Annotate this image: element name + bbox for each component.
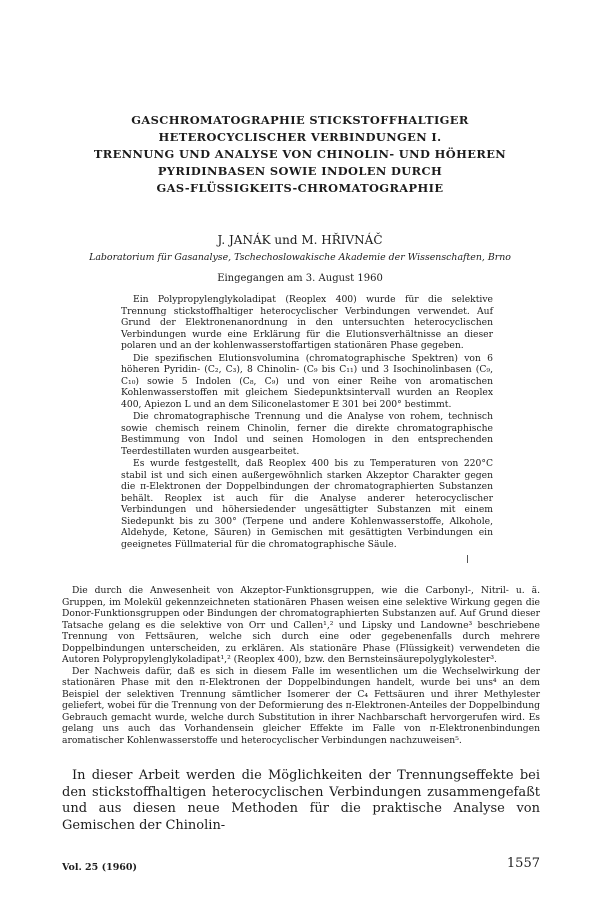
received-date: Eingegangen am 3. August 1960: [217, 273, 383, 284]
affiliation: Laboratorium für Gasanalyse, Tschechoslowakische Akademie der Wissenschaften, Brno: [89, 252, 511, 263]
abstract-paragraph: Ein Polypropylenglykoladipat (Reoplex 400) wurde für die selektive Trennung stickstoffhaltiger heterocyclischer Verbindungen verwendet. Auf Grund der Elektronenanordnung in den untersuchten heterocyclischen Verbindungen wurde eine Erklärung für die Elutionsverhältnisse an dieser polaren und an der kohlenwasserstoffartigen stationären Phase gegeben.: [121, 294, 493, 351]
body-paragraph: Der Nachweis dafür, daß es sich in diesem Falle im wesentlichen um die Wechselwirkung der stationären Phase mit den π-Elektronen der Doppelbindungen handelt, wurde bei uns⁴ an dem Beispiel der selektiven Trennung sämtlicher Isomerer der C₄ Fettsäuren und ihrer Methylester geliefert, wobei für die Trennung von der Deformierung des π-Elektronen-Anteiles der Doppelbindung Gebrauch gemacht wurde, welche durch Substitution in ihrer Nachbarschaft hervorgerufen wird. Es gelang uns auch das Vorhandensein gleicher Effekte im Falle von π-Elektronenbindungen aromatischer Kohlenwasserstoffe und heterocyclischer Verbindungen nachzuweisen⁵.: [62, 665, 541, 746]
title-line: GASCHROMATOGRAPHIE STICKSTOFFHALTIGER: [131, 113, 469, 127]
volume-info: Vol. 25 (1960): [62, 862, 138, 873]
title-line: TRENNUNG UND ANALYSE VON CHINOLIN- UND HÖHEREN: [93, 147, 507, 161]
title-line: PYRIDINBASEN SOWIE INDOLEN DURCH: [157, 164, 443, 178]
page-number: 1557: [506, 856, 540, 871]
title-line: HETEROCYCLISCHER VERBINDUNGEN I.: [158, 130, 442, 144]
body-paragraph-large: In dieser Arbeit werden die Möglichkeiten der Trennungseffekte bei den stickstoffhaltigen heterocyclischen Verbindungen zusammengefaßt und aus diesen neue Methoden für die praktische Analyse von Gemischen der Chinolin-: [62, 768, 540, 833]
body-paragraph: Die durch die Anwesenheit von Akzeptor-Funktionsgruppen, wie die Carbonyl-, Nitril- u. ä. Gruppen, im Molekül gekennzeichneten stationären Phasen weisen eine selektive Wirkung gegen die Donor-Funktionsgruppen oder Bindungen der chromatographierten Substanzen auf. Auf Grund dieser Tatsache gelang es die selektive von Orr und Callen¹,² und Lipsky und Landowne³ beschriebene Trennung von Fettsäuren, welche sich durch eine oder gegebenenfalls durch mehrere Doppelbindungen unterscheiden, zu erklären. Als stationäre Phase (Flüssigkeit) verwendeten die Autoren Polypropylenglykoladipat¹,² (Reoplex 400), bzw. den Bernsteinsäurepolyglykolester³.: [62, 585, 540, 665]
title-line: GAS-FLÜSSIGKEITS-CHROMATOGRAPHIE: [156, 181, 444, 195]
abstract-paragraph: Die spezifischen Elutionsvolumina (chromatographische Spektren) von 6 höheren Pyridin- (C₂, C₃), 8 Chinolin- (C₉ bis C₁₁) und 3 Isochinolinbasen (C₉, C₁₀) sowie 5 Indolen (C₈, C₉) und von einer Reihe von aromatischen Kohlenwasserstoffen mit gleichem Siedepunktsintervall wurden an Reoplex 400, Apiezon L und an dem Siliconelastomer E 301 bei 200° bestimmt.: [121, 352, 493, 410]
article-title: [60, 112, 540, 197]
main-text: [62, 768, 540, 834]
introduction-text: [62, 585, 540, 746]
abstract: [121, 294, 493, 550]
abstract-paragraph: Die chromatographische Trennung und die Analyse von rohem, technisch sowie chemisch reinem Chinolin, ferner die direkte chromatographische Bestimmung von Indol und seinen Homologen in den entsprechenden Teerdestillaten wurden ausgearbeitet.: [121, 411, 493, 457]
abstract-paragraph: Es wurde festgestellt, daß Reoplex 400 bis zu Temperaturen von 220°C stabil ist und sich einen außergewöhnlich starken Akzeptor Charakter gegen die π-Elektronen der Doppelbindungen der chromatographierten Substanzen behält. Reoplex ist auch für die Analyse anderer heterocyclischer Verbindungen und höhersiedender ungesättigter Substanzen mit einem Siedepunkt bis zu 300° (Terpene und andere Kohlenwasserstoffe, Alkohole, Aldehyde, Ketone, Säuren) in Gemischen mit gesättigten Verbindungen ein geeignetes Füllmaterial für die chromatographische Säule.: [121, 458, 493, 550]
authors: J. JANÁK und M. HŘIVNÁČ: [217, 233, 383, 247]
margin-mark: [467, 555, 468, 563]
